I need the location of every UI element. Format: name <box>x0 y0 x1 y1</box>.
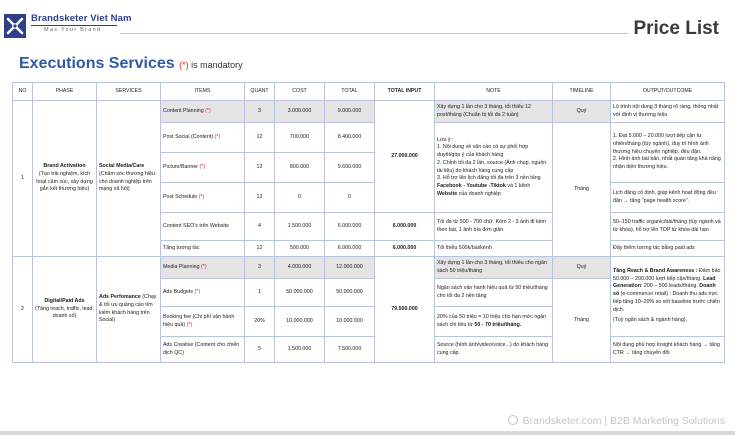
cost-cell: 4.000.000 <box>275 257 325 279</box>
col-header: TOTAL <box>325 83 375 101</box>
cost-cell: 10.000.000 <box>275 307 325 337</box>
total-cell: 9.000.000 <box>325 101 375 123</box>
cost-cell: 0 <box>275 183 325 213</box>
output-cell: Lịch đăng cố định, giúp kênh hoạt động đều đặn → tăng "page health score". <box>611 183 725 213</box>
quant-cell: 12 <box>245 153 275 183</box>
footer-brand: Brandsketer.com | B2B Marketing Solutions <box>508 415 725 427</box>
header-divider <box>120 33 628 34</box>
total-cell: 50.000.000 <box>325 279 375 307</box>
cost-cell: 1.500.000 <box>275 337 325 363</box>
quant-cell: 12 <box>245 183 275 213</box>
quant-cell: 3 <box>245 257 275 279</box>
output-cell: Đẩy thêm tương tác bằng paid ads <box>611 241 725 257</box>
note-cell: 20% của 50 triệu = 10 triệu cho hạn mức ngân sách chi tiêu từ 50 - 70 triệu/tháng. <box>435 307 553 337</box>
cost-cell: 50.000.000 <box>275 279 325 307</box>
quant-cell: 5 <box>245 337 275 363</box>
table-header-row <box>13 83 725 101</box>
quant-cell: 12 <box>245 241 275 257</box>
col-header: TOTAL INPUT <box>375 83 435 101</box>
total-input-cell: 27.000.000 <box>375 101 435 213</box>
table-row <box>13 101 725 123</box>
pricing-table <box>12 82 725 363</box>
cost-cell: 3.000.000 <box>275 101 325 123</box>
item-cell: Ads Creative (Content cho chiến dịch QC) <box>161 337 245 363</box>
col-header: SERVICES <box>97 83 161 101</box>
footer-bar <box>0 431 735 435</box>
page-header <box>0 0 735 50</box>
row-number: 1 <box>13 101 33 257</box>
total-cell: 0 <box>325 183 375 213</box>
total-cell: 7.500.000 <box>325 337 375 363</box>
note-cell: Ngân sách vận hành hiệu quả từ 50 triệu/tháng cho tối đa 2 nền tảng <box>435 279 553 307</box>
section-title-text: Executions Services <box>19 55 175 72</box>
section-title <box>19 55 243 73</box>
col-header: OUTPUT/OUTCOME <box>611 83 725 101</box>
note-cell: Tối đa từ 500 - 700 chữ. Kèm 2 - 3 ảnh đi kèm theo bài, 1 ảnh bìa đơn giản <box>435 213 553 241</box>
note-cell: Tối thiểu 500k/bài/kênh <box>435 241 553 257</box>
total-cell: 9.600.000 <box>325 153 375 183</box>
col-header: COST <box>275 83 325 101</box>
brand-divider <box>31 25 117 26</box>
service-cell: Social Media/Care (Chăm sóc thương hiệu cho doanh nghiệp trên mạng xã hội) <box>97 101 161 257</box>
timeline-cell: Quý <box>553 101 611 123</box>
col-header: QUANT <box>245 83 275 101</box>
total-input-cell: 6.000.000 <box>375 213 435 241</box>
globe-icon <box>508 415 518 425</box>
col-header: PHASE <box>33 83 97 101</box>
item-cell: Content SEO's trên Website <box>161 213 245 241</box>
col-header: TIMELINE <box>553 83 611 101</box>
total-cell: 6.000.000 <box>325 213 375 241</box>
quant-cell: 4 <box>245 213 275 241</box>
cost-cell: 500.000 <box>275 241 325 257</box>
output-cell: Lộ trình nội dung 3 tháng rõ ràng, thống nhất với định vị thương hiệu <box>611 101 725 123</box>
timeline-cell: Tháng <box>553 123 611 257</box>
total-cell: 6.000.000 <box>325 241 375 257</box>
total-input-cell: 6.000.000 <box>375 241 435 257</box>
note-cell: Xây dựng 1 lần cho 3 tháng, tối thiểu 12 post/tháng (Chuẩn bị tối đa 2 tuần) <box>435 101 553 123</box>
item-cell: Media Planning (*) <box>161 257 245 279</box>
quant-cell: 20% <box>245 307 275 337</box>
output-cell: 1. Đạt 5.000 – 20.000 lượt tiếp cận tự nhiên/tháng (tùy ngành), duy trì hình ảnh thương hiệu chuyên nghiệp, đều đặn. 2. Hình ảnh bài bản, nhất quán tăng khả năng nhận diện thương hiệu. <box>611 123 725 183</box>
total-cell: 10.000.000 <box>325 307 375 337</box>
note-cell: Source (hình ảnh/video/voice...) do khách hàng cung cấp. <box>435 337 553 363</box>
note-cell: Xây dựng 1 lần cho 3 tháng, tối thiểu cho ngân sách 50 triệu/tháng <box>435 257 553 279</box>
item-cell: Booking fee (Chi phí vận hành hiệu quả) (*) <box>161 307 245 337</box>
mandatory-note: (*) is mandatory <box>179 60 243 70</box>
item-cell: Content Planning (*) <box>161 101 245 123</box>
col-header: NOTE <box>435 83 553 101</box>
brand-name: Brandsketer Viet Nam <box>31 13 132 24</box>
brand-logo-icon <box>4 14 26 38</box>
quant-cell: 3 <box>245 101 275 123</box>
quant-cell: 1 <box>245 279 275 307</box>
cost-cell: 800.000 <box>275 153 325 183</box>
phase-cell: Brand Activation (Tạo trải nghiệm, kích hoạt cảm xúc, xây dựng gắn kết thương hiệu) <box>33 101 97 257</box>
timeline-cell: Tháng <box>553 279 611 363</box>
item-cell: Ads Budgets (*) <box>161 279 245 307</box>
output-cell: Tăng Reach & Brand Awareness : Đảm bảo 50.000 – 200.000 lượt tiếp cận/tháng. Lead Generation: 200 – 500 leads/tháng. Doanh số (e-commerce/ retail) : Doanh thu ads trực tiếp tăng 10–20% so với baseline trước chiến dịch. (Tuỳ ngân sách & ngành hàng). <box>611 257 725 337</box>
phase-cell: Digital/Paid Ads (Tăng reach, traffic, lead, doanh số) <box>33 257 97 363</box>
quant-cell: 12 <box>245 123 275 153</box>
item-cell: Tăng tương tác <box>161 241 245 257</box>
item-cell: Picture/Banner (*) <box>161 153 245 183</box>
col-header: NO <box>13 83 33 101</box>
row-number: 2 <box>13 257 33 363</box>
cost-cell: 700.000 <box>275 123 325 153</box>
service-cell: Ads Perfomance (Chạy & tối ưu quảng cáo tìm kiếm khách hàng trên Social) <box>97 257 161 363</box>
total-cell: 12.000.000 <box>325 257 375 279</box>
table-row <box>13 257 725 279</box>
total-cell: 8.400.000 <box>325 123 375 153</box>
note-cell: Lưu ý : 1. Nội dung về văn cần có sự phối hợp duyệt/góp ý của khách hàng 2. Chỉnh tối đa 2 lần, source (Ảnh chụp, nguồn tài liệu) do khách hàng cung cấp 3. Hỗ trợ lên lịch đăng tối đa trên 3 nền tảng Facebook - Youtube -Tiktok và 1 kênh Website của doanh nghiệp <box>435 123 553 213</box>
item-cell: Post Schedule (*) <box>161 183 245 213</box>
total-input-cell: 79.500.000 <box>375 257 435 363</box>
cost-cell: 1.500.000 <box>275 213 325 241</box>
timeline-cell: Quý <box>553 257 611 279</box>
output-cell: Nội dung phù hợp Insight khách hàng → tăng CTR → tăng chuyển đổi. <box>611 337 725 363</box>
brand-tagline: Max Your Brand <box>44 27 102 33</box>
output-cell: 50–150 traffic organic/bài/tháng (tùy ngành và từ khóa), hỗ trợ lên TOP từ khóa dài hạn <box>611 213 725 241</box>
page-title: Price List <box>633 18 719 39</box>
item-cell: Post Social (Content) (*) <box>161 123 245 153</box>
col-header: ITEMS <box>161 83 245 101</box>
